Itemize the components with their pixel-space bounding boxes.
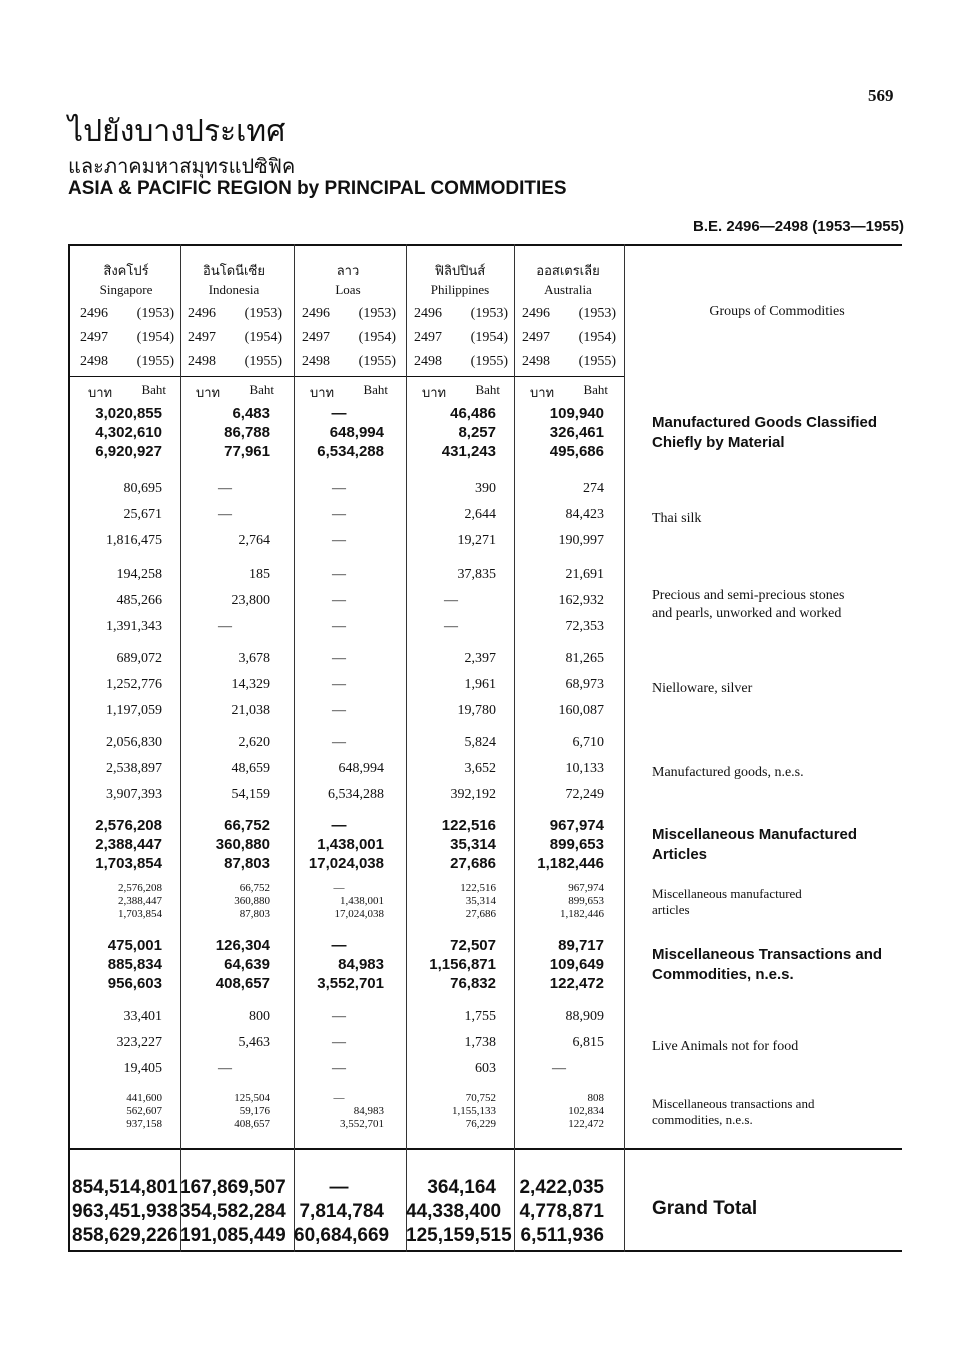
commodity-group-label [652,1038,894,1056]
table-cell: 3,552,701 [340,1118,384,1130]
table-cell: — [332,677,346,692]
year-label [414,354,508,370]
table-cell: 19,271 [457,533,496,548]
commodity-group-label [652,510,894,528]
table-cell: 190,997 [558,533,604,548]
commodity-group-label [652,413,894,453]
table-cell: 81,265 [565,651,604,666]
table-cell: 6,511,936 [520,1225,604,1246]
table-cell: 122,516 [441,817,496,834]
year-be: 2498 [188,354,216,369]
table-cell: — [332,481,346,496]
year-label [302,330,396,346]
table-cell: 3,020,855 [95,405,162,422]
table-cell: 603 [475,1061,496,1076]
table-cell: 1,438,001 [340,895,384,907]
table-cell: 66,752 [224,817,270,834]
page-title-english: ASIA & PACIFIC REGION by PRINCIPAL COMMODITIES [68,178,567,199]
table-cell: 122,516 [460,882,496,894]
country-name-thai: ออสเตรเลีย [536,264,600,279]
unit-label [310,382,388,403]
table-cell: 408,657 [234,1118,270,1130]
table-cell: 87,803 [224,855,270,872]
unit-english: Baht [141,382,166,397]
year-be: 2496 [80,306,108,321]
table-cell: — [332,1009,346,1024]
year-be: 2497 [188,330,216,345]
table-cell: — [331,817,347,834]
table-cell: — [444,593,458,608]
table-cell: 102,834 [568,1105,604,1117]
table-cell: 3,652 [464,761,496,776]
table-cell: 1,738 [464,1035,496,1050]
table-cell: 7,814,784 [299,1201,384,1222]
commodity-group-line: Articles [652,845,708,863]
country-name-english: Philippines [430,282,490,297]
unit-english: Baht [583,382,608,397]
country-name-english: Australia [544,282,592,297]
table-cell: 1,961 [464,677,496,692]
table-cell: 2,388,447 [95,836,162,853]
table-cell: 14,329 [231,677,270,692]
table-cell: 899,653 [568,895,604,907]
commodity-group-line: Precious and semi-precious stones [652,588,845,603]
table-cell: 354,582,284 [180,1201,286,1222]
table-cell: 27,686 [450,855,496,872]
table-cell: 60,684,669 [294,1225,390,1246]
table-cell: 84,983 [338,956,384,973]
unit-english: Baht [249,382,274,397]
table-cell: 70,752 [465,1092,496,1104]
table-cell: 194,258 [116,567,162,582]
table-cell: 1,182,446 [537,855,604,872]
table-cell: 89,717 [558,937,604,954]
year-ad: (1955) [136,354,174,369]
table-cell: 6,710 [572,735,604,750]
year-label [414,330,508,346]
table-cell: 2,576,208 [95,817,162,834]
table-cell: 858,629,226 [72,1225,178,1246]
commodity-group-label [652,825,894,865]
table-cell: 72,507 [450,937,496,954]
table-cell: 956,603 [107,975,162,992]
year-ad: (1955) [244,354,282,369]
year-label [522,354,616,370]
table-cell: 431,243 [441,443,496,460]
table-cell: 25,671 [123,507,162,522]
left-border [68,244,70,1252]
table-cell: 800 [249,1009,270,1024]
commodity-group-line: Nielloware, silver [652,681,753,696]
table-cell: 87,803 [239,908,270,920]
table-cell: 360,880 [234,895,270,907]
table-cell: 4,302,610 [95,424,162,441]
table-cell: — [444,619,458,634]
table-cell: 72,249 [565,787,604,802]
country-name-thai: ฟิลิปปินส์ [434,264,486,279]
table-cell: 2,538,897 [106,761,162,776]
table-cell: 125,159,515 [406,1225,512,1246]
year-label [522,306,616,322]
table-cell: 937,158 [126,1118,162,1130]
unit-thai: บาท [422,386,447,401]
table-cell: 21,038 [231,703,270,718]
commodity-group-line: and pearls, unworked and worked [652,606,842,621]
table-cell: — [333,882,345,894]
commodity-group-label [652,680,894,698]
table-cell: 648,994 [329,424,384,441]
commodity-group-line: Grand Total [652,1198,758,1219]
table-cell: 191,085,449 [180,1225,286,1246]
year-label [414,306,508,322]
table-cell: 4,778,871 [519,1201,604,1222]
table-cell: 3,552,701 [317,975,384,992]
year-be: 2497 [80,330,108,345]
table-cell: 1,155,133 [452,1105,496,1117]
year-ad: (1953) [244,306,282,321]
commodity-group-line: Miscellaneous transactions and [652,1095,815,1111]
country-name-english: Loas [335,282,361,297]
table-cell: 33,401 [123,1009,162,1024]
page-title-thai: ไปยังบางประเทศ [68,114,286,149]
commodity-group-line: Manufactured Goods Classified [652,413,878,431]
commodity-group-line: Miscellaneous Manufactured [652,825,858,843]
unit-thai: บาท [530,386,555,401]
table-cell: 390 [475,481,496,496]
year-be: 2498 [414,354,442,369]
table-cell: 88,909 [565,1009,604,1024]
table-cell: 1,156,871 [429,956,496,973]
table-cell: 19,780 [457,703,496,718]
table-cell: 162,932 [558,593,604,608]
table-cell: — [331,405,347,422]
page-subtitle-thai: และภาคมหาสมุทรแปซิฟิค [68,154,296,178]
table-cell: — [552,1061,566,1076]
table-cell: 2,056,830 [106,735,162,750]
table-cell: 6,483 [232,405,270,422]
unit-label [422,382,500,403]
year-ad: (1955) [578,354,616,369]
year-be: 2498 [522,354,550,369]
table-cell: 885,834 [107,956,162,973]
table-cell: 27,686 [465,908,496,920]
table-cell: — [218,619,232,634]
unit-label [196,382,274,403]
unit-thai: บาท [88,386,113,401]
table-cell: — [332,507,346,522]
table-cell: 21,691 [565,567,604,582]
year-ad: (1953) [136,306,174,321]
table-cell: 648,994 [338,761,384,776]
table-cell: 46,486 [450,405,496,422]
year-be: 2496 [188,306,216,321]
year-label [522,330,616,346]
table-cell: 808 [587,1092,604,1104]
table-cell: 1,755 [464,1009,496,1024]
table-cell: 126,304 [215,937,270,954]
year-be: 2497 [414,330,442,345]
table-cell: 160,087 [558,703,604,718]
year-be: 2496 [414,306,442,321]
table-cell: 84,423 [565,507,604,522]
years-label: B.E. 2496—2498 (1953—1955) [693,218,904,235]
unit-label [88,382,166,403]
year-be: 2498 [302,354,330,369]
table-cell: 35,314 [450,836,496,853]
table-cell: 2,644 [464,507,496,522]
table-cell: 109,649 [549,956,604,973]
table-cell: 364,164 [427,1177,496,1198]
table-cell: 167,869,507 [180,1177,286,1198]
year-ad: (1954) [358,330,396,345]
groups-header: Groups of Commodities [709,304,845,319]
commodity-group-line: Thai silk [652,511,702,526]
unit-thai: บาท [310,386,335,401]
table-cell: 122,472 [568,1118,604,1130]
year-ad: (1953) [358,306,396,321]
year-be: 2497 [522,330,550,345]
year-label [188,306,282,322]
page-number: 569 [868,86,894,105]
table-cell: 967,974 [549,817,604,834]
table-cell: 1,703,854 [95,855,162,872]
table-cell: 35,314 [465,895,496,907]
table-cell: 5,463 [238,1035,270,1050]
table-cell: 6,920,927 [95,443,162,460]
table-cell: 408,657 [215,975,270,992]
commodity-group-line: Chiefly by Material [652,433,785,451]
country-name-thai: ลาว [336,264,360,279]
commodity-group-label [652,587,894,623]
country-name-english: Singapore [99,282,153,297]
table-cell: 84,983 [353,1105,384,1117]
year-ad: (1953) [470,306,508,321]
year-ad: (1953) [578,306,616,321]
table-cell: 360,880 [215,836,270,853]
table-cell: 6,534,288 [317,443,384,460]
table-cell: 48,659 [231,761,270,776]
column-divider [624,244,625,1252]
year-ad: (1954) [470,330,508,345]
table-cell: 2,397 [464,651,496,666]
table-cell: 441,600 [126,1092,162,1104]
year-label [188,354,282,370]
table-cell: 392,192 [450,787,496,802]
year-label [302,354,396,370]
commodities-table [68,244,902,1252]
year-label [302,306,396,322]
table-cell: — [332,703,346,718]
year-label [80,354,174,370]
commodity-group-label [652,945,894,985]
table-cell: — [332,735,346,750]
table-cell: 109,940 [549,405,604,422]
table-cell: 967,974 [568,882,604,894]
table-cell: 1,391,343 [106,619,162,634]
table-cell: 475,001 [107,937,162,954]
table-cell: 854,514,801 [72,1177,178,1198]
commodity-group-label [652,886,894,918]
table-cell: — [332,593,346,608]
commodity-group-label [652,764,894,782]
table-cell: 10,133 [565,761,604,776]
table-cell: 5,824 [464,735,496,750]
year-be: 2496 [522,306,550,321]
table-cell: 19,405 [123,1061,162,1076]
table-cell: 963,451,938 [72,1201,178,1222]
table-cell: 122,472 [549,975,604,992]
table-cell: — [333,1092,345,1104]
table-cell: 54,159 [231,787,270,802]
unit-label [530,382,608,403]
table-cell: 1,438,001 [317,836,384,853]
year-be: 2498 [80,354,108,369]
table-cell: 44,338,400 [406,1201,502,1222]
table-cell: — [332,533,346,548]
table-cell: 59,176 [239,1105,270,1117]
table-cell: — [332,567,346,582]
table-cell: — [332,1035,346,1050]
country-name-english: Indonesia [208,282,260,297]
year-ad: (1954) [136,330,174,345]
table-cell: 485,266 [116,593,162,608]
table-cell: 495,686 [549,443,604,460]
table-cell: 3,907,393 [106,787,162,802]
table-cell: 17,024,038 [308,855,384,872]
table-cell: 66,752 [239,882,270,894]
table-cell: 1,197,059 [106,703,162,718]
table-cell: 2,620 [238,735,270,750]
year-label [80,330,174,346]
table-cell: 2,764 [238,533,270,548]
table-cell: — [332,1061,346,1076]
commodity-group-line: commodities, n.e.s. [652,1111,753,1127]
table-cell: 274 [583,481,604,496]
table-cell: 562,607 [126,1105,162,1117]
unit-english: Baht [475,382,500,397]
table-cell: 1,182,446 [560,908,604,920]
country-name-thai: สิงคโปร์ [103,264,149,279]
table-cell: 6,815 [572,1035,604,1050]
table-cell: 3,678 [238,651,270,666]
table-cell: 86,788 [224,424,270,441]
country-name-thai: อินโดนีเซีย [203,264,265,279]
table-cell: 2,576,208 [118,882,162,894]
commodity-group-line: Manufactured goods, n.e.s. [652,765,804,780]
table-cell: — [218,1061,232,1076]
table-cell: 80,695 [123,481,162,496]
table-cell: — [218,507,232,522]
unit-thai: บาท [196,386,221,401]
table-cell: 326,461 [549,424,604,441]
table-cell: 23,800 [231,593,270,608]
table-cell: — [329,1177,349,1198]
table-cell: 68,973 [565,677,604,692]
table-cell: — [332,651,346,666]
table-cell: 76,229 [465,1118,496,1130]
table-cell: 899,653 [549,836,604,853]
table-cell: 2,422,035 [519,1177,604,1198]
commodity-group-line: articles [652,901,690,917]
table-cell: 6,534,288 [328,787,384,802]
year-ad: (1955) [358,354,396,369]
commodity-group-line: Live Animals not for food [652,1039,799,1054]
table-cell: 64,639 [224,956,270,973]
unit-english: Baht [363,382,388,397]
commodity-group-line: Miscellaneous manufactured [652,885,802,901]
year-label [80,306,174,322]
table-cell: 77,961 [224,443,270,460]
table-cell: 689,072 [116,651,162,666]
table-cell: 125,504 [234,1092,270,1104]
commodity-group-line: Miscellaneous Transactions and [652,945,883,963]
commodity-group-label [652,1200,894,1218]
table-cell: 17,024,038 [334,908,384,920]
commodity-group-line: Commodities, n.e.s. [652,965,794,983]
table-cell: 37,835 [457,567,496,582]
year-label [188,330,282,346]
year-be: 2496 [302,306,330,321]
table-cell: 76,832 [450,975,496,992]
commodity-group-label [652,1096,894,1128]
year-ad: (1954) [578,330,616,345]
table-cell: 1,703,854 [118,908,162,920]
year-ad: (1955) [470,354,508,369]
table-cell: — [332,619,346,634]
table-cell: 323,227 [116,1035,162,1050]
table-cell: — [331,937,347,954]
year-ad: (1954) [244,330,282,345]
table-cell: — [218,481,232,496]
year-be: 2497 [302,330,330,345]
table-cell: 2,388,447 [118,895,162,907]
table-cell: 1,816,475 [106,533,162,548]
table-cell: 1,252,776 [106,677,162,692]
table-cell: 8,257 [458,424,496,441]
table-cell: 72,353 [565,619,604,634]
table-cell: 185 [249,567,270,582]
